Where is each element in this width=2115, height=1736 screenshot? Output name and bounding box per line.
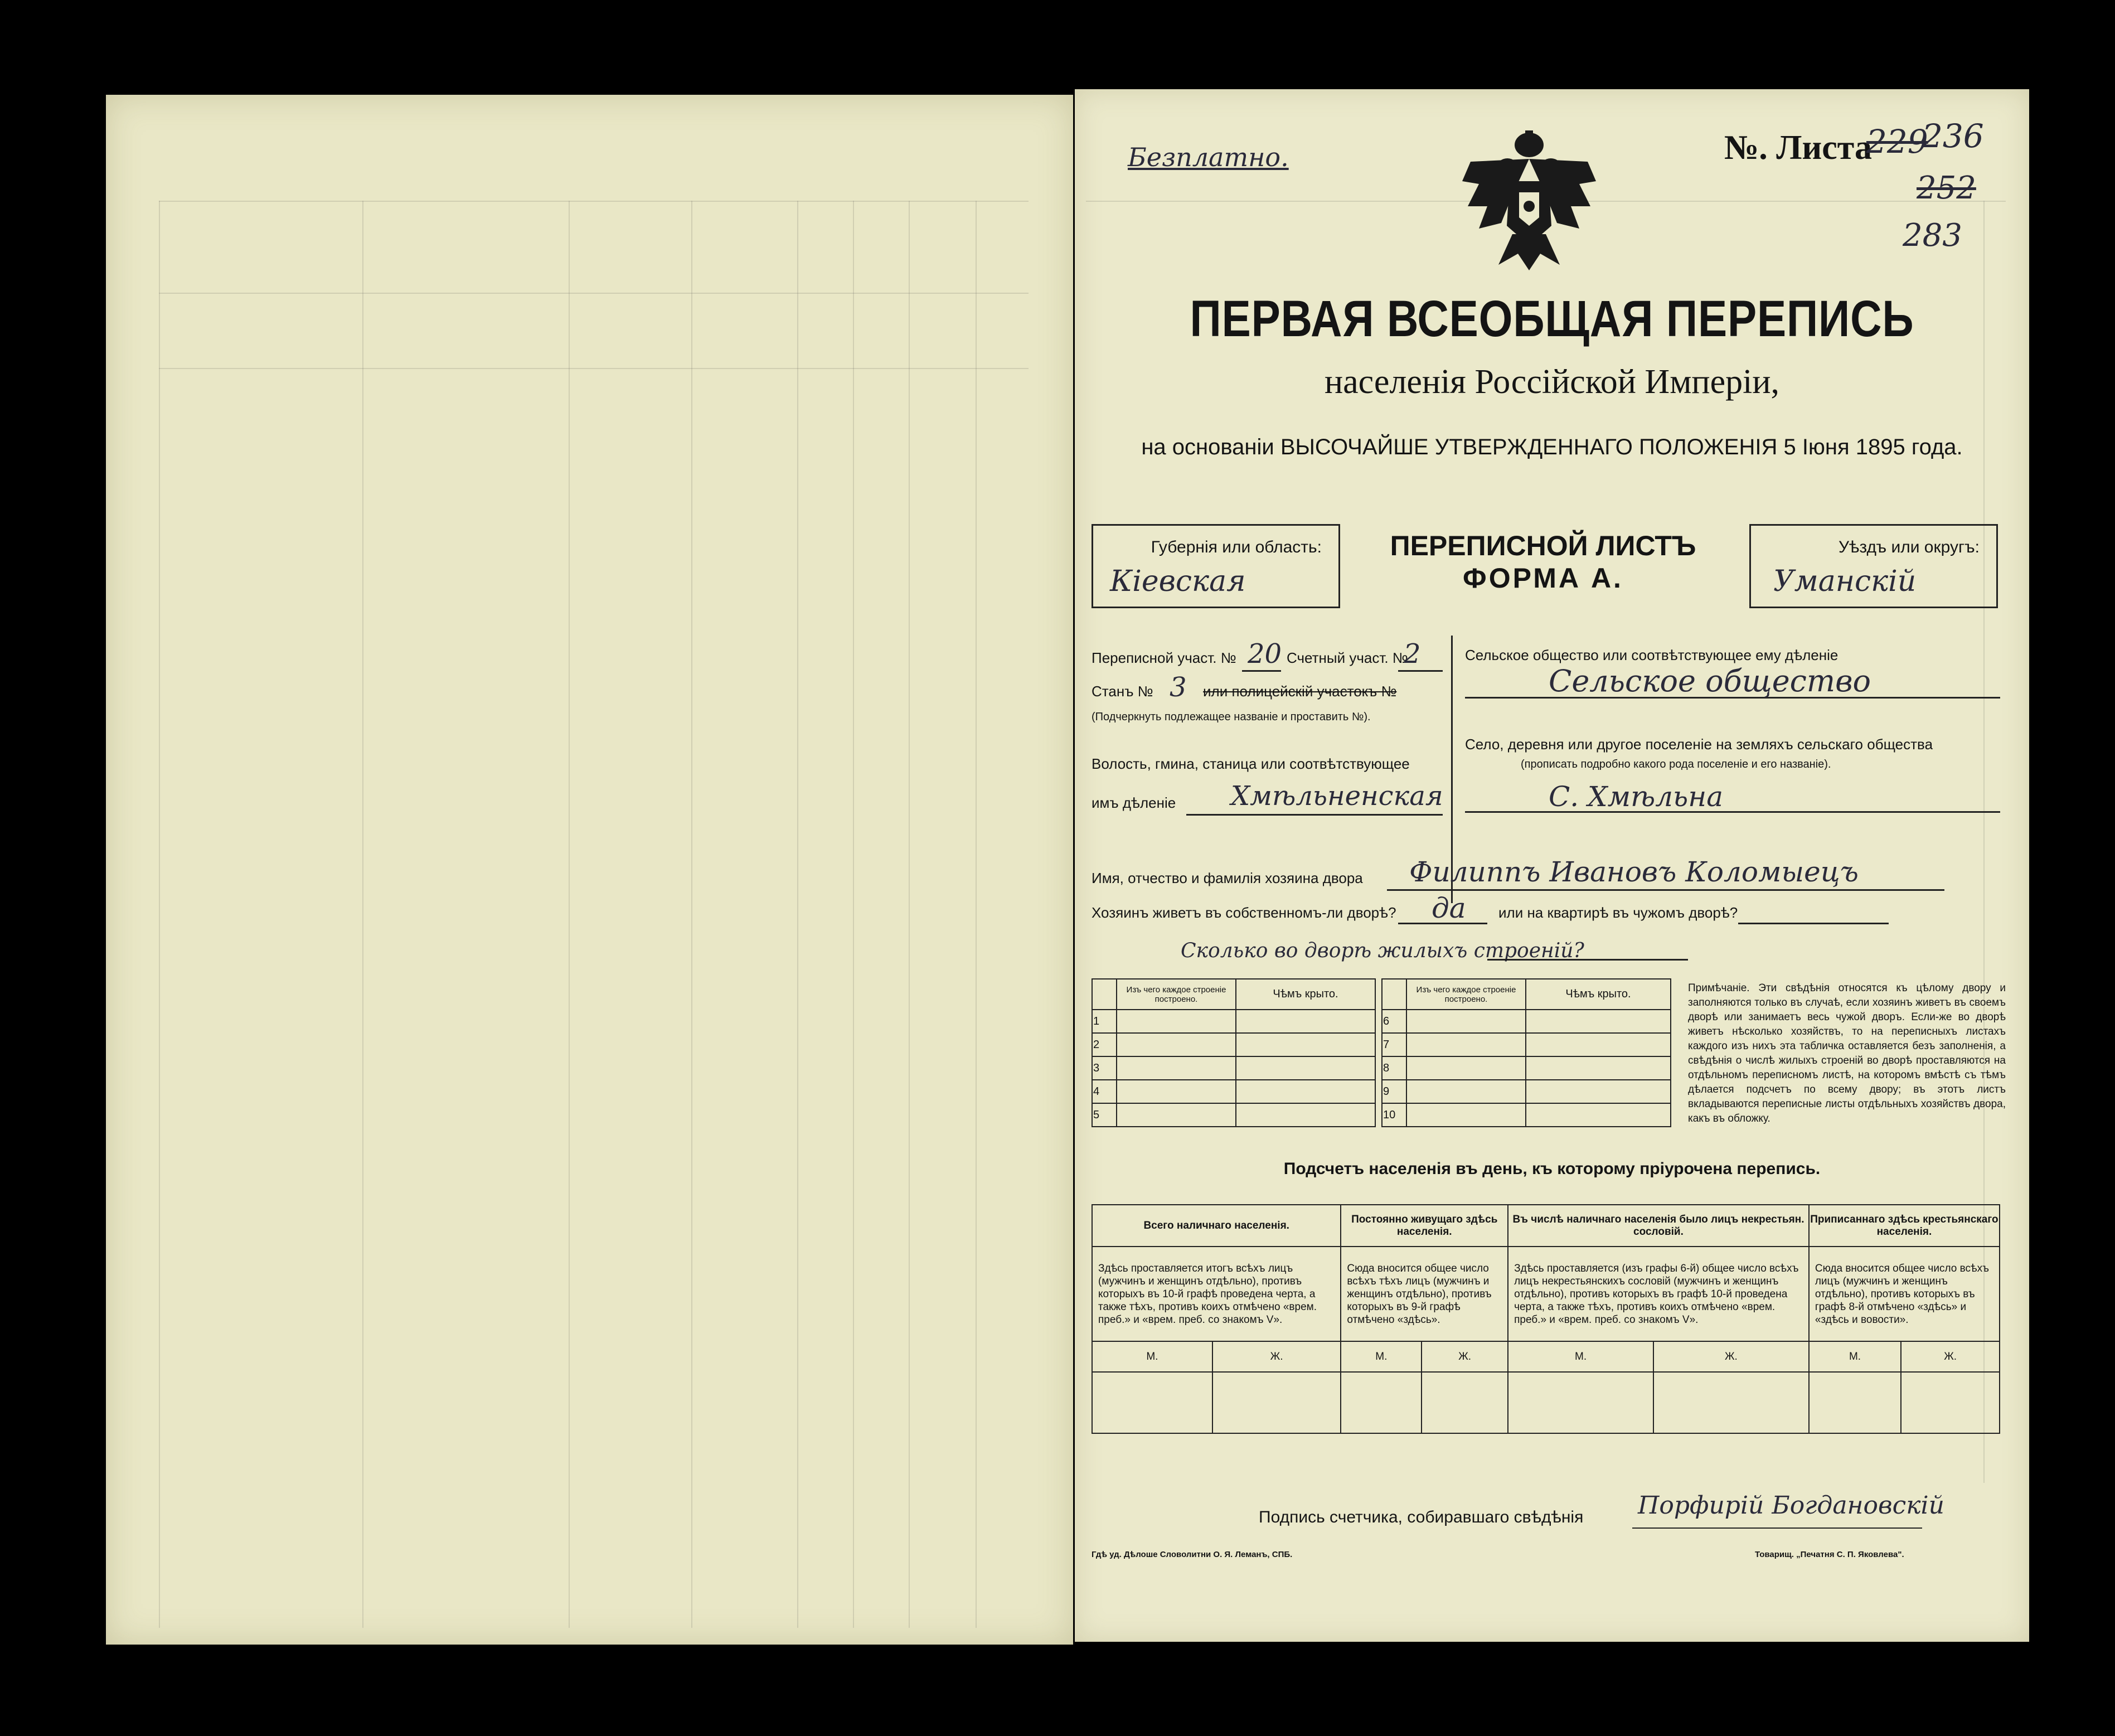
row-number: 2: [1092, 1033, 1117, 1056]
printer-right: Товарищ. „Печатня С. П. Яковлева".: [1755, 1550, 1904, 1559]
col-material: Изъ чего каждое строеніе построено.: [1117, 979, 1236, 1010]
underline-note: (Подчеркнуть подлежащее названіе и проставить №).: [1092, 711, 1371, 723]
ghost-rule: [159, 368, 1029, 369]
society-label: Сельское общество или соотвѣтствующее ему дѣленіе: [1465, 647, 1839, 663]
gubernia-label: Губернія или область:: [1151, 538, 1322, 556]
society-value: Сельское общество: [1549, 663, 1871, 699]
female-count[interactable]: [1422, 1372, 1508, 1433]
ghost-rule: [159, 201, 160, 1628]
ghost-rule: [691, 201, 692, 1628]
row-number: 7: [1382, 1033, 1406, 1056]
col-roof: Чѣмъ крыто.: [1236, 979, 1375, 1010]
female-header: Ж.: [1901, 1341, 2000, 1372]
legal-basis: на основаніи ВЫСОЧАЙШЕ УТВЕРЖДЕННАГО ПОЛОЖЕНІЯ 5 Іюня 1895 года.: [1141, 435, 1963, 459]
row-number: 3: [1092, 1056, 1117, 1080]
buildings-table-left: [1092, 978, 1376, 1127]
ghost-rule: [797, 201, 798, 1628]
pop-col-title: Постоянно живущаго здѣсь населенія.: [1341, 1205, 1508, 1247]
material-cell[interactable]: [1117, 1033, 1236, 1056]
male-header: М.: [1092, 1341, 1212, 1372]
roof-cell[interactable]: [1526, 1033, 1671, 1056]
ghost-rule: [159, 201, 1029, 202]
pop-col-title: Въ числѣ наличнаго населенія было лицъ некрестьян. сословій.: [1508, 1205, 1809, 1247]
pop-col-desc: Сюда вносится общее число всѣхъ лицъ (мужчинъ и женщинъ отдѣльно), противъ которыхъ въ графѣ 8-й отмѣчено «здѣсь» и «здѣсь и вовости».: [1809, 1247, 2000, 1341]
fill-line: [1398, 923, 1487, 924]
fill-line: [1387, 889, 1944, 891]
pop-col-desc: Сюда вносится общее число всѣхъ тѣхъ лицъ (мужчинъ и женщинъ отдѣльно), противъ которыхъ въ 9-й графѣ отмѣчено «здѣсь».: [1341, 1247, 1508, 1341]
male-count[interactable]: [1508, 1372, 1653, 1433]
buildings-note: Примѣчаніе. Эти свѣдѣнія относятся къ цѣлому двору и заполняются только въ случаѣ, если хозяинъ живетъ въ своемъ дворѣ или занимаетъ весь чужой дворъ. Если-же во дворѣ живетъ нѣсколько хозяйствъ, то на переписныхъ листахъ каждого изъ нихъ эта табличка оставляется безъ заполненія, а свѣдѣнія о числѣ жилыхъ строеній во дворѣ проставляются на отдѣльномъ переписномъ листѣ, на которомъ вмѣстѣ съ тѣмъ дѣлается подсчетъ по всему двору; въ этотъ листъ вкладываются переписные листы отдѣльныхъ хозяйствъ двора, какъ въ обложку.: [1688, 982, 2006, 1124]
male-header: М.: [1508, 1341, 1653, 1372]
stan-label: Станъ №: [1092, 683, 1153, 700]
uezd-box: [1749, 524, 1998, 608]
male-header: М.: [1809, 1341, 1901, 1372]
roof-cell[interactable]: [1236, 1080, 1375, 1103]
fill-line: [1738, 923, 1889, 924]
pop-col-title: Всего наличнаго населенія.: [1092, 1205, 1341, 1247]
material-cell[interactable]: [1406, 1056, 1526, 1080]
free-label: Безплатно.: [1128, 142, 1289, 172]
male-count[interactable]: [1341, 1372, 1422, 1433]
owner-value: Филиппъ Ивановъ Коломыецъ: [1409, 856, 1859, 888]
ghost-rule: [362, 201, 363, 1628]
material-cell[interactable]: [1117, 1103, 1236, 1127]
buildings-table-right: [1381, 978, 1671, 1127]
fill-line: [1186, 814, 1443, 816]
material-cell[interactable]: [1406, 1103, 1526, 1127]
population-table: [1092, 1204, 2000, 1434]
count-district-value: 2: [1404, 638, 1421, 670]
row-number: 5: [1092, 1103, 1117, 1127]
fill-line: [1465, 811, 2000, 813]
stan-value: 3: [1170, 672, 1187, 703]
row-number: 9: [1382, 1080, 1406, 1103]
sheet-number-1: 236: [1922, 117, 1984, 155]
material-cell[interactable]: [1117, 1056, 1236, 1080]
fill-line: [1632, 1528, 1922, 1529]
roof-cell[interactable]: [1236, 1010, 1375, 1033]
roof-cell[interactable]: [1526, 1010, 1671, 1033]
male-count[interactable]: [1092, 1372, 1212, 1433]
male-header: М.: [1341, 1341, 1422, 1372]
material-cell[interactable]: [1117, 1080, 1236, 1103]
imperial-eagle-icon: [1459, 128, 1599, 273]
census-form-page: [1075, 89, 2029, 1642]
uezd-label: Уѣздъ или округъ:: [1838, 538, 1980, 556]
signature-label: Подпись счетчика, собиравшаго свѣдѣнія: [1259, 1508, 1584, 1526]
female-count[interactable]: [1212, 1372, 1341, 1433]
apartment-label: или на квартирѣ въ чужомъ дворѣ?: [1498, 904, 1738, 921]
fill-line: [1398, 670, 1443, 672]
pop-col-title: Приписаннаго здѣсь крестьянскаго населенія.: [1809, 1205, 2000, 1247]
sheet-number-2: 252: [1917, 170, 1976, 206]
signature-value: Порфирій Богдановскій: [1638, 1491, 1944, 1520]
pop-col-desc: Здѣсь проставляется (изъ графы 6-й) общее число всѣхъ лицъ некрестьянскихъ сословій (мужчинъ и женщинъ отдѣльно), противъ которыхъ въ графѣ 10-й проведена черта, а также тѣхъ, противъ коихъ отмѣчено «врем. преб.» и «врем. преб. со знакомъ V».: [1508, 1247, 1809, 1341]
roof-cell[interactable]: [1526, 1056, 1671, 1080]
material-cell[interactable]: [1406, 1080, 1526, 1103]
population-heading: Подсчетъ населенія въ день, къ которому пріурочена перепись.: [1283, 1160, 1821, 1178]
printer-left: Гдѣ уд. Дѣлоше Словолитни О. Я. Леманъ, СПБ.: [1092, 1550, 1293, 1559]
fill-line: [1487, 959, 1688, 961]
village-note: (прописать подробно какого рода поселеніе и его названіе).: [1521, 758, 1831, 770]
row-number: 1: [1092, 1010, 1117, 1033]
sheet-title-block: [1348, 530, 1738, 594]
female-count[interactable]: [1901, 1372, 2000, 1433]
col-material: Изъ чего каждое строеніе построено.: [1406, 979, 1526, 1010]
sheet-number-label: №. Листа: [1724, 129, 1872, 167]
count-district-label: Счетный участ. №: [1287, 649, 1408, 666]
volost-label: Волость, гмина, станица или соотвѣтствующее: [1092, 755, 1410, 772]
female-header: Ж.: [1212, 1341, 1341, 1372]
sheet-title-line1: ПЕРЕПИСНОЙ ЛИСТЪ: [1390, 530, 1696, 561]
buildings-label: Сколько во дворѣ жилыхъ строеній?: [1181, 939, 1584, 962]
female-count[interactable]: [1653, 1372, 1809, 1433]
gubernia-box: [1092, 524, 1340, 608]
female-header: Ж.: [1653, 1341, 1809, 1372]
row-number: 6: [1382, 1010, 1406, 1033]
sheet-number-struck: 229: [1866, 123, 1928, 161]
female-header: Ж.: [1422, 1341, 1508, 1372]
left-page-blank: [106, 95, 1073, 1645]
owner-label: Имя, отчество и фамилія хозяина двора: [1092, 870, 1363, 886]
roof-cell[interactable]: [1236, 1103, 1375, 1127]
roof-cell[interactable]: [1236, 1056, 1375, 1080]
census-district-value: 20: [1248, 638, 1282, 670]
fill-line: [1242, 670, 1281, 672]
volost-label-2: имъ дѣленіе: [1092, 794, 1176, 811]
row-number: 4: [1092, 1080, 1117, 1103]
col-roof: Чѣмъ крыто.: [1526, 979, 1671, 1010]
subtitle: населенія Россійской Имперіи,: [1324, 363, 1780, 401]
main-title: ПЕРВАЯ ВСЕОБЩАЯ ПЕРЕПИСЬ: [1190, 290, 1914, 347]
ghost-rule: [909, 201, 910, 1628]
uezd-value: Уманскій: [1773, 565, 1917, 598]
material-cell[interactable]: [1117, 1010, 1236, 1033]
material-cell[interactable]: [1406, 1033, 1526, 1056]
sheet-title-line2: ФОРМА А.: [1463, 562, 1623, 594]
male-count[interactable]: [1809, 1372, 1901, 1433]
ghost-rule: [569, 201, 570, 1628]
material-cell[interactable]: [1406, 1010, 1526, 1033]
police-label: или полицейскій участокъ №: [1203, 683, 1397, 700]
roof-cell[interactable]: [1526, 1103, 1671, 1127]
village-value: С. Хмѣльна: [1549, 780, 1724, 813]
row-number: 8: [1382, 1056, 1406, 1080]
ghost-rule: [159, 293, 1029, 294]
roof-cell[interactable]: [1236, 1033, 1375, 1056]
row-number: 10: [1382, 1103, 1406, 1127]
pop-col-desc: Здѣсь проставляется итогъ всѣхъ лицъ (мужчинъ и женщинъ отдѣльно), противъ которыхъ въ 10-й графѣ проведена черта, а также тѣхъ, противъ коихъ отмѣчено «врем. преб.» и «врем. преб. со знакомъ V».: [1092, 1247, 1341, 1341]
ghost-rule: [853, 201, 854, 1628]
ghost-rule: [976, 201, 977, 1628]
owner-lives-label: Хозяинъ живетъ въ собственномъ-ли дворѣ?: [1092, 904, 1396, 921]
gubernia-value: Кіевская: [1110, 565, 1246, 598]
owner-lives-value: да: [1432, 892, 1466, 924]
village-label: Село, деревня или другое поселеніе на земляхъ сельскаго общества: [1465, 736, 1933, 753]
census-district-label: Переписной участ. №: [1092, 649, 1236, 666]
roof-cell[interactable]: [1526, 1080, 1671, 1103]
volost-value: Хмѣльненская: [1231, 780, 1443, 812]
sheet-number-3: 283: [1903, 217, 1962, 254]
